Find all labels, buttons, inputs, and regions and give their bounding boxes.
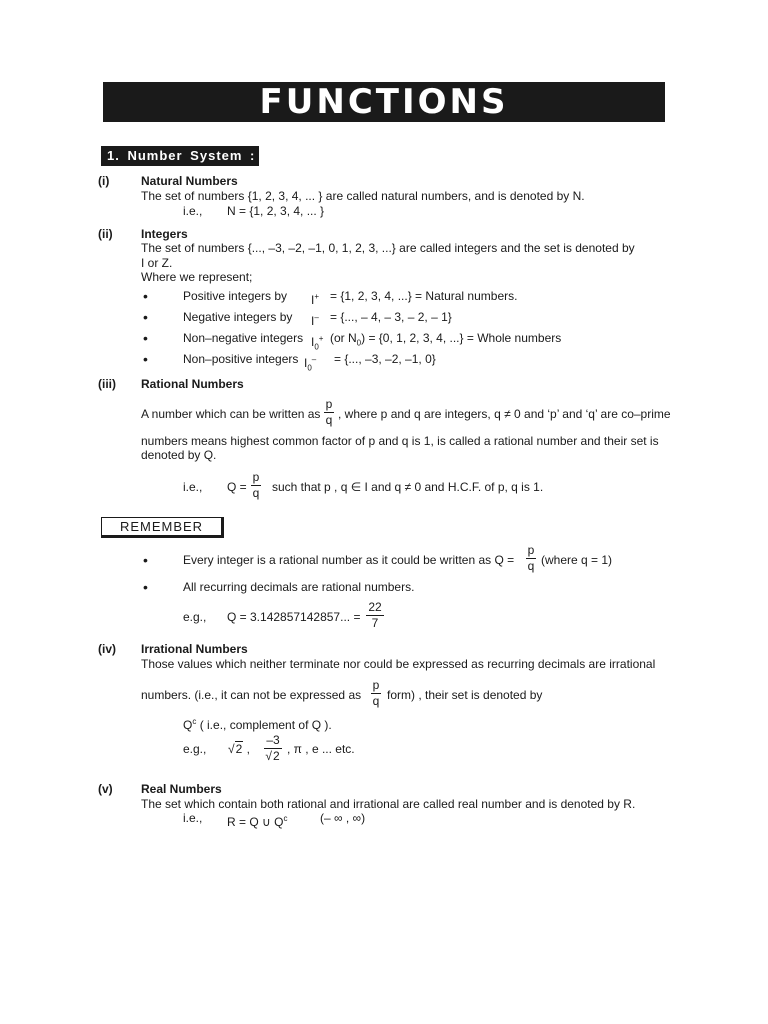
rational-text-line2: numbers means highest common factor of p and q is 1, is called a rational number and their set is (141, 434, 659, 448)
rational-equation-start: Q = (227, 480, 247, 494)
sqrt-2: √2 , (228, 742, 250, 756)
integers-heading: Integers (141, 227, 188, 241)
negative-integers-label: Negative integers by (183, 310, 293, 324)
fraction-p-over-q: p q (252, 470, 260, 500)
item-number: (iv) (98, 642, 116, 656)
natural-equation: N = {1, 2, 3, 4, ... } (227, 204, 325, 218)
irrational-text-line3: $Q^c$ ( i.e., complement of Q ). (183, 717, 332, 732)
real-heading: Real Numbers (141, 782, 222, 796)
rational-text-line1b: , where p and q are integers, q ≠ 0 and ‘p’ and ‘q’ are co–prime (338, 407, 671, 421)
irrational-text-line2b: form) , their set is denoted by (387, 688, 543, 702)
bullet: • (143, 288, 148, 304)
remember-item2: All recurring decimals are rational numbers. (183, 580, 415, 594)
rational-text-line1a: A number which can be written as (141, 407, 321, 421)
non-negative-integers-label: Non–negative integers (183, 331, 304, 345)
rational-equation-condition: such that p , q ∈ I and q ≠ 0 and H.C.F. of p, q is 1. (272, 480, 544, 494)
section-heading: 1. Number System : (101, 146, 259, 166)
irrational-heading: Irrational Numbers (141, 642, 248, 656)
non-positive-integers-label: Non–positive integers (183, 352, 299, 366)
non-positive-integers-symbol: $I_0^-$ (304, 355, 317, 373)
integers-text-line2: I or Z. (141, 256, 173, 270)
real-ie: i.e., (183, 811, 203, 825)
bullet: • (143, 330, 148, 346)
natural-text: The set of numbers {1, 2, 3, 4, ... } are called natural numbers, and is denoted by N. (141, 189, 585, 203)
item-number: (ii) (98, 227, 113, 241)
bullet: • (143, 309, 148, 325)
item-number: (i) (98, 174, 110, 188)
bullet: • (143, 351, 148, 367)
fraction-neg3-over-sqrt2: –3 √2 (264, 734, 282, 763)
irrational-text-line1: Those values which neither terminate nor could be expressed as recurring decimals are irrational (141, 657, 656, 671)
positive-integers-symbol: I+ (311, 292, 320, 307)
integers-text-line1: The set of numbers {..., –3, –2, –1, 0, 1, 2, 3, ...} are called integers and the set is denoted by (141, 241, 635, 255)
item-number: (v) (98, 782, 113, 796)
negative-integers-symbol: I– (311, 313, 319, 328)
integers-text-line3: Where we represent; (141, 270, 253, 284)
bullet: • (143, 579, 148, 595)
real-equation: R = Q ∪ $Q^c$ (227, 814, 288, 829)
positive-integers-label: Positive integers by (183, 289, 288, 303)
fraction-22-over-7: 22 7 (366, 601, 384, 630)
irrational-eg: e.g., (183, 742, 207, 756)
irrational-examples-tail: , π , e ... etc. (287, 742, 355, 756)
rational-ie: i.e., (183, 480, 203, 494)
remember-item1: Every integer is a rational number as it could be written as Q = (183, 553, 515, 567)
negative-integers-set: = {..., – 4, – 3, – 2, – 1} (330, 310, 452, 324)
rational-text-line3: denoted by Q. (141, 448, 217, 462)
natural-ie: i.e., (183, 204, 203, 218)
page-title: FUNCTIONS (103, 82, 665, 122)
bullet: • (143, 552, 148, 568)
real-range: (– ∞ , ∞) (320, 811, 366, 825)
irrational-text-line2a: numbers. (i.e., it can not be expressed as (141, 688, 362, 702)
remember-item1-note: (where q = 1) (541, 553, 613, 567)
fraction-p-over-q: p q (325, 397, 333, 427)
fraction-p-over-q: p q (527, 543, 535, 573)
non-negative-integers-symbol: $I_0^+$ (311, 334, 324, 352)
real-text: The set which contain both rational and irrational are called real number and is denoted by R. (141, 797, 636, 811)
non-positive-integers-set: = {..., –3, –2, –1, 0} (334, 352, 436, 366)
remember-box: REMEMBER (101, 517, 224, 538)
remember-eg: e.g., (183, 610, 207, 624)
rational-heading: Rational Numbers (141, 377, 244, 391)
fraction-p-over-q: p q (372, 678, 380, 708)
positive-integers-set: = {1, 2, 3, 4, ...} = Natural numbers. (330, 289, 518, 303)
non-negative-integers-set: (or $N_0) = \{0$, 1, 2, 3, 4, ...} = Whole numbers (330, 331, 562, 348)
item-number: (iii) (98, 377, 116, 391)
natural-heading: Natural Numbers (141, 174, 238, 188)
remember-equation: Q = 3.142857142857... = (227, 610, 361, 624)
